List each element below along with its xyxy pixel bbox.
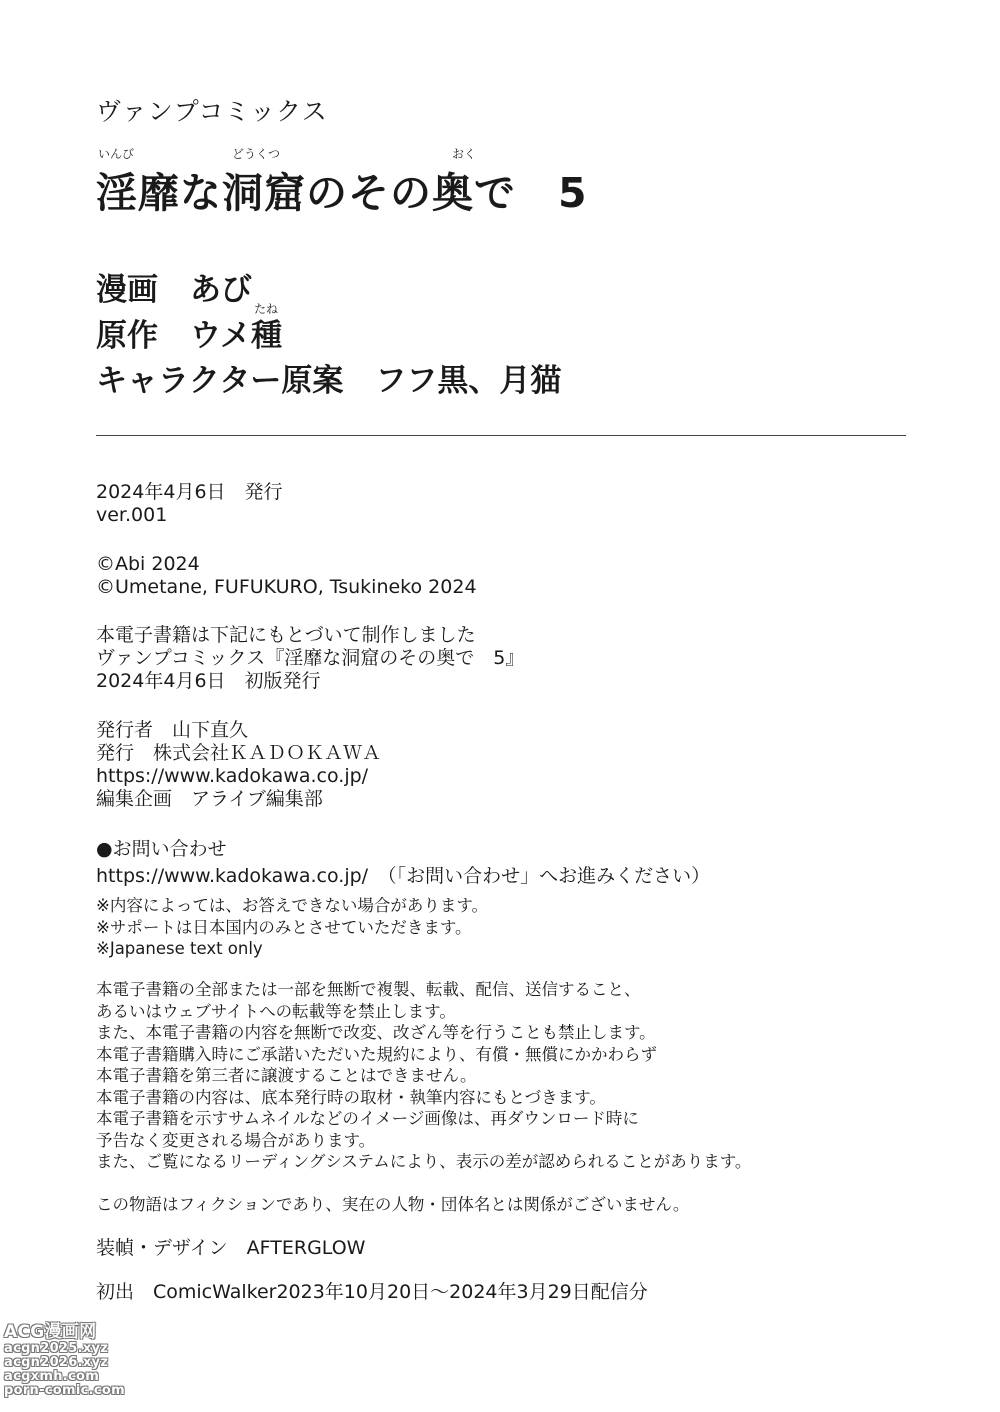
watermark-line: porn-comic.com	[4, 1383, 125, 1398]
legal-line: 予告なく変更される場合があります。	[96, 1130, 376, 1150]
design-credit: 装幀・デザイン AFTERGLOW	[96, 1237, 366, 1259]
title-ruby-inbi: いんび	[98, 147, 135, 161]
volume-number: 5	[558, 169, 588, 217]
watermark-line: acgn2026.xyz	[4, 1355, 109, 1370]
credit-name: フフ黒、月猫	[375, 363, 562, 399]
watermark-line: acgxmh.com	[4, 1369, 100, 1384]
credit-manga	[96, 264, 252, 309]
copyright-block	[96, 553, 477, 599]
contact-note: ※サポートは日本国内のみとさせていただきます。	[96, 917, 472, 937]
copyright-line: ©Umetane, FUFUKURO, Tsukineko 2024	[96, 576, 477, 598]
legal-line: また、ご覧になるリーディングシステムにより、表示の差が認められることがあります。	[96, 1152, 752, 1171]
version-label: ver.001	[96, 504, 168, 526]
source-note-line: 本電子書籍は下記にもとづいて制作しました	[96, 624, 476, 646]
credit-role: 原作	[96, 318, 158, 354]
credit-role: キャラクター原案	[96, 363, 344, 399]
legal-line: また、本電子書籍の内容を無断で改変、改ざん等を行うことも禁止します。	[96, 1023, 656, 1042]
legal-line: あるいはウェブサイトへの転載等を禁止します。	[96, 1001, 456, 1021]
credit-role: 漫画	[96, 272, 158, 308]
source-note-line: ヴァンプコミックス『淫靡な洞窟のその奥で 5』	[96, 647, 525, 669]
publisher-block	[96, 719, 381, 811]
legal-line: 本電子書籍の全部または一部を無断で複製、転載、配信、送信すること、	[96, 980, 641, 999]
contact-heading: ●お問い合わせ	[96, 838, 227, 860]
publication-date: 2024年4月6日 発行	[96, 481, 283, 503]
watermark-overlay	[4, 1322, 130, 1398]
book-title	[96, 160, 588, 219]
publisher-line: 編集企画 アライブ編集部	[96, 788, 323, 810]
contact-note: ※Japanese text only	[96, 939, 263, 958]
title-ruby-doukutsu: どうくつ	[232, 147, 281, 161]
contact-url[interactable]: https://www.kadokawa.co.jp/ （「お問い合わせ」へお進みください）	[96, 865, 711, 887]
publisher-line: 発行 株式会社ＫＡＤＯＫＡＷＡ	[96, 742, 382, 764]
watermark-line: ACG漫画网	[4, 1322, 97, 1342]
fiction-notice: この物語はフィクションであり、実在の人物・団体名とは関係がございません。	[96, 1195, 690, 1214]
credit-name-ruby: たね	[254, 302, 279, 316]
legal-line: 本電子書籍を示すサムネイルなどのイメージ画像は、再ダウンロード時に	[96, 1109, 639, 1128]
watermark-line: acgn2025.xyz	[4, 1341, 109, 1356]
credit-character-design	[96, 355, 561, 400]
credit-name: あび	[190, 272, 252, 308]
publisher-line: 発行者 山下直久	[96, 719, 249, 741]
publisher-url[interactable]: https://www.kadokawa.co.jp/	[96, 765, 369, 787]
first-appearance: 初出 ComicWalker2023年10月20日～2024年3月29日配信分	[96, 1281, 648, 1303]
divider-line	[96, 435, 906, 436]
legal-line: 本電子書籍を第三者に譲渡することはできません。	[96, 1066, 477, 1085]
contact-note: ※内容によっては、お答えできない場合があります。	[96, 896, 489, 915]
contact-notes	[96, 895, 488, 960]
legal-line: 本電子書籍購入時にご承諾いただいた規約により、有償・無償にかかわらず	[96, 1044, 657, 1064]
copyright-line: ©Abi 2024	[96, 553, 200, 575]
imprint-label: ヴァンプコミックス	[96, 97, 328, 126]
title-ruby-oku: おく	[452, 147, 477, 161]
credit-original	[96, 310, 282, 355]
source-note-line: 2024年4月6日 初版発行	[96, 670, 321, 692]
legal-block	[96, 979, 751, 1173]
credit-name: ウメ種	[190, 318, 283, 354]
contact-block	[96, 838, 710, 888]
source-note-block	[96, 624, 524, 693]
publication-block	[96, 481, 283, 527]
title-main: 淫靡な洞窟のその奥で	[96, 169, 516, 217]
legal-line: 本電子書籍の内容は、底本発行時の取材・執筆内容にもとづきます。	[96, 1087, 606, 1107]
